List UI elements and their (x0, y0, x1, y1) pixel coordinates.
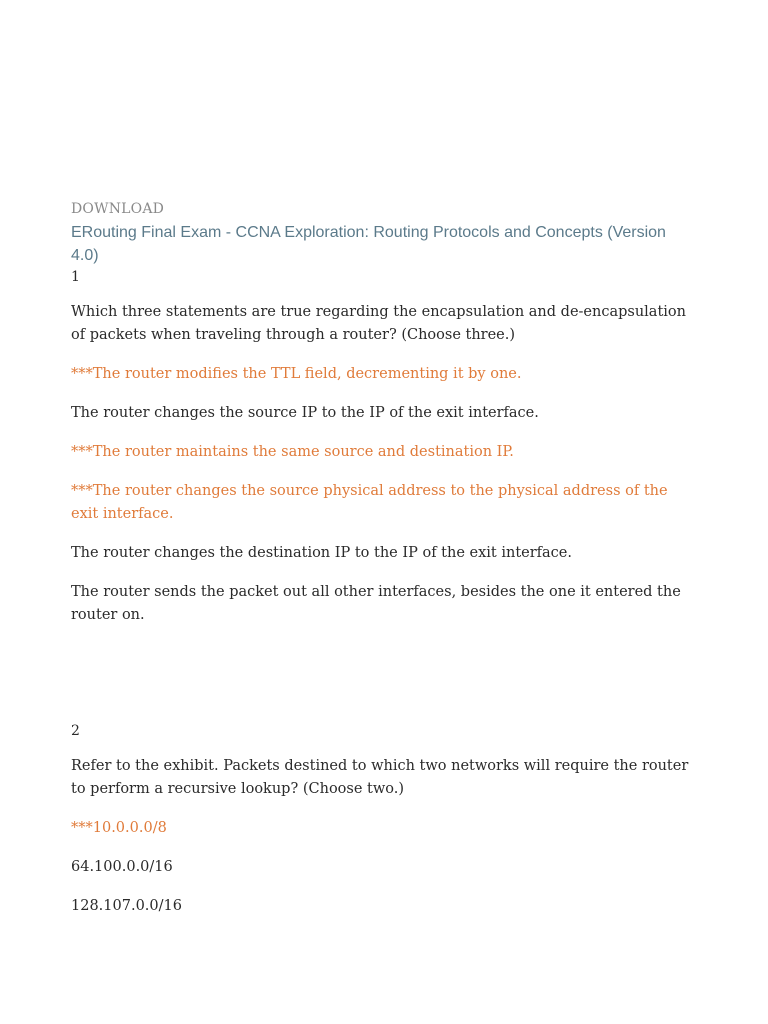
answer-option-correct: ***The router maintains the same source and destination IP. (71, 444, 514, 460)
answer-option-correct: ***10.0.0.0/8 (71, 820, 167, 836)
answer-option: 128.107.0.0/16 (71, 898, 182, 914)
question-text: Refer to the exhibit. Packets destined to which two networks will require the router to perform a recursive lookup? (Choose two.) (71, 758, 689, 797)
document-title[interactable]: ERouting Final Exam - CCNA Exploration: Routing Protocols and Concepts (Version 4.0) (71, 224, 666, 264)
answer-option: The router changes the source IP to the IP of the exit interface. (71, 405, 539, 421)
answer-option: The router sends the packet out all other interfaces, besides the one it entered the router on. (71, 584, 681, 623)
question-text: Which three statements are true regarding the encapsulation and de-encapsulation of packets when traveling through a router? (Choose three.) (71, 304, 686, 343)
answer-option-correct: ***The router modifies the TTL field, decrementing it by one. (71, 366, 522, 382)
answer-option: 64.100.0.0/16 (71, 859, 173, 875)
question-number: 1 (71, 269, 80, 285)
question-2 (71, 721, 691, 918)
question-1 (71, 267, 691, 627)
question-number: 2 (71, 723, 80, 739)
spacer (71, 627, 691, 721)
download-link[interactable]: DOWNLOAD (71, 201, 165, 217)
document-content (71, 199, 691, 918)
answer-option-correct: ***The router changes the source physical address to the physical address of the exit interface. (71, 483, 668, 522)
answer-option: The router changes the destination IP to the IP of the exit interface. (71, 545, 572, 561)
